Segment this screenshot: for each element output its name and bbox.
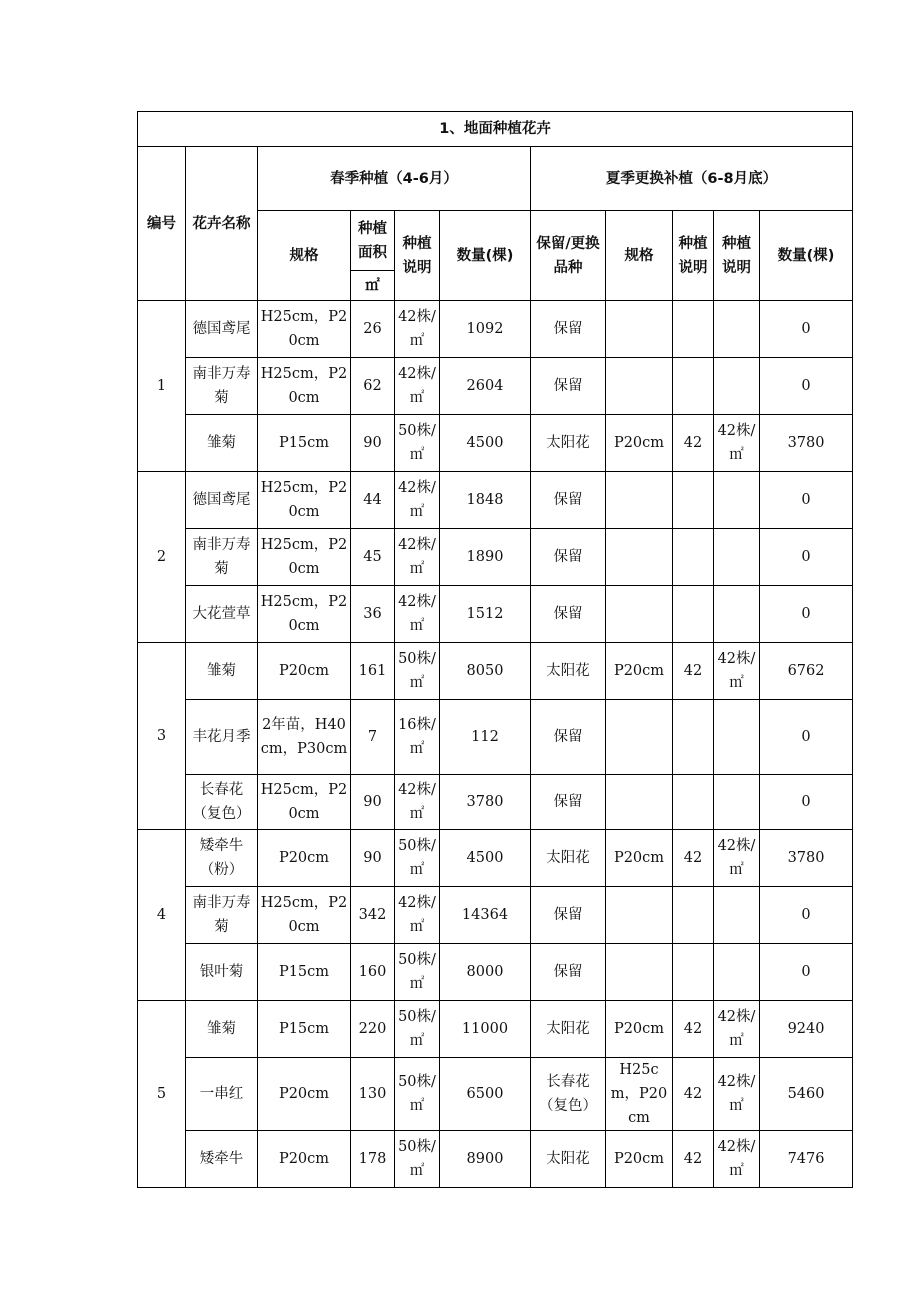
cell-name: 一串红 <box>186 1058 258 1131</box>
cell-note: 42株/㎡ <box>395 529 440 586</box>
cell-spec: P15cm <box>258 1001 351 1058</box>
cell-note2a <box>673 529 714 586</box>
cell-area: 178 <box>351 1131 395 1188</box>
cell-qty2: 3780 <box>760 415 853 472</box>
cell-keep: 太阳花 <box>531 830 606 887</box>
cell-qty: 1848 <box>440 472 531 529</box>
group-id: 5 <box>138 1001 186 1188</box>
cell-spec: H25cm，P20cm <box>258 358 351 415</box>
cell-qty: 3780 <box>440 775 531 830</box>
cell-area: 342 <box>351 887 395 944</box>
cell-area: 7 <box>351 700 395 775</box>
cell-area: 220 <box>351 1001 395 1058</box>
header-name: 花卉名称 <box>186 147 258 301</box>
cell-note2a <box>673 586 714 643</box>
cell-area: 161 <box>351 643 395 700</box>
header-qty: 数量(棵) <box>440 211 531 301</box>
cell-spec2 <box>606 700 673 775</box>
cell-note2a <box>673 887 714 944</box>
cell-note2b <box>714 529 760 586</box>
cell-area: 130 <box>351 1058 395 1131</box>
cell-note: 50株/㎡ <box>395 415 440 472</box>
cell-keep: 保留 <box>531 472 606 529</box>
cell-keep: 保留 <box>531 887 606 944</box>
cell-qty2: 0 <box>760 775 853 830</box>
cell-area: 62 <box>351 358 395 415</box>
cell-qty: 4500 <box>440 830 531 887</box>
cell-note2a <box>673 358 714 415</box>
header-spec: 规格 <box>258 211 351 301</box>
cell-qty2: 7476 <box>760 1131 853 1188</box>
cell-qty2: 0 <box>760 944 853 1001</box>
header-note: 种植说明 <box>395 211 440 301</box>
cell-spec2: P20cm <box>606 643 673 700</box>
cell-note2a <box>673 775 714 830</box>
table-row <box>138 586 853 643</box>
cell-spec2 <box>606 775 673 830</box>
cell-qty2: 6762 <box>760 643 853 700</box>
header-spec2: 规格 <box>606 211 673 301</box>
cell-qty: 112 <box>440 700 531 775</box>
header-spring: 春季种植（4-6月） <box>258 147 531 211</box>
table-row <box>138 643 853 700</box>
cell-keep: 太阳花 <box>531 1001 606 1058</box>
cell-note2b <box>714 775 760 830</box>
cell-note2b <box>714 586 760 643</box>
cell-qty2: 0 <box>760 586 853 643</box>
cell-spec: H25cm，P20cm <box>258 775 351 830</box>
table-row <box>138 1001 853 1058</box>
cell-note2a: 42 <box>673 1058 714 1131</box>
cell-spec: 2年苗，H40cm，P30cm <box>258 700 351 775</box>
cell-name: 矮牵牛 <box>186 1131 258 1188</box>
cell-note: 50株/㎡ <box>395 1001 440 1058</box>
cell-note2a <box>673 472 714 529</box>
cell-qty2: 0 <box>760 887 853 944</box>
cell-spec: H25cm，P20cm <box>258 887 351 944</box>
cell-name: 南非万寿菊 <box>186 529 258 586</box>
cell-name: 银叶菊 <box>186 944 258 1001</box>
cell-spec2 <box>606 301 673 358</box>
cell-name: 大花萱草 <box>186 586 258 643</box>
cell-spec2: P20cm <box>606 1131 673 1188</box>
table-row <box>138 415 853 472</box>
cell-spec: H25cm，P20cm <box>258 529 351 586</box>
table-row <box>138 1131 853 1188</box>
cell-name: 丰花月季 <box>186 700 258 775</box>
cell-note2a: 42 <box>673 830 714 887</box>
cell-spec2 <box>606 529 673 586</box>
cell-spec2 <box>606 887 673 944</box>
header-keep: 保留/更换品种 <box>531 211 606 301</box>
cell-note2b: 42株/㎡ <box>714 1131 760 1188</box>
cell-name: 德国鸢尾 <box>186 472 258 529</box>
cell-spec: P15cm <box>258 944 351 1001</box>
cell-spec: P15cm <box>258 415 351 472</box>
cell-note2b <box>714 944 760 1001</box>
cell-spec: P20cm <box>258 830 351 887</box>
cell-note: 16株/㎡ <box>395 700 440 775</box>
cell-note2b: 42株/㎡ <box>714 1001 760 1058</box>
cell-note: 50株/㎡ <box>395 944 440 1001</box>
table-row <box>138 301 853 358</box>
cell-qty2: 0 <box>760 529 853 586</box>
cell-keep: 保留 <box>531 700 606 775</box>
cell-qty: 8000 <box>440 944 531 1001</box>
cell-keep: 太阳花 <box>531 643 606 700</box>
cell-area: 45 <box>351 529 395 586</box>
cell-note2a <box>673 301 714 358</box>
table-row <box>138 529 853 586</box>
cell-keep: 保留 <box>531 586 606 643</box>
cell-spec: H25cm，P20cm <box>258 586 351 643</box>
cell-note2b: 42株/㎡ <box>714 643 760 700</box>
cell-note2a <box>673 944 714 1001</box>
cell-qty2: 0 <box>760 358 853 415</box>
cell-area: 90 <box>351 830 395 887</box>
cell-spec2 <box>606 586 673 643</box>
cell-spec: H25cm，P20cm <box>258 301 351 358</box>
group-id: 4 <box>138 830 186 1001</box>
cell-area: 26 <box>351 301 395 358</box>
header-id: 编号 <box>138 147 186 301</box>
cell-spec: P20cm <box>258 1058 351 1131</box>
cell-spec: H25cm，P20cm <box>258 472 351 529</box>
cell-name: 矮牵牛（粉） <box>186 830 258 887</box>
cell-area: 90 <box>351 415 395 472</box>
cell-keep: 太阳花 <box>531 415 606 472</box>
cell-qty: 1512 <box>440 586 531 643</box>
cell-keep: 保留 <box>531 301 606 358</box>
header-qty2: 数量(棵) <box>760 211 853 301</box>
cell-note2b <box>714 887 760 944</box>
cell-qty: 2604 <box>440 358 531 415</box>
cell-spec2 <box>606 472 673 529</box>
cell-note2b <box>714 301 760 358</box>
table-row <box>138 700 853 775</box>
table-title: 1、地面种植花卉 <box>138 112 853 147</box>
cell-qty: 6500 <box>440 1058 531 1131</box>
cell-keep: 太阳花 <box>531 1131 606 1188</box>
cell-note: 42株/㎡ <box>395 887 440 944</box>
cell-note2b <box>714 358 760 415</box>
cell-note2a: 42 <box>673 1001 714 1058</box>
cell-spec2: P20cm <box>606 830 673 887</box>
cell-qty: 8050 <box>440 643 531 700</box>
cell-qty2: 0 <box>760 700 853 775</box>
cell-keep: 保留 <box>531 775 606 830</box>
cell-spec: P20cm <box>258 643 351 700</box>
cell-qty2: 9240 <box>760 1001 853 1058</box>
cell-spec2 <box>606 944 673 1001</box>
cell-note: 50株/㎡ <box>395 830 440 887</box>
section-header-row <box>138 147 853 211</box>
cell-note2a: 42 <box>673 415 714 472</box>
cell-name: 南非万寿菊 <box>186 887 258 944</box>
cell-note: 50株/㎡ <box>395 1131 440 1188</box>
cell-note: 42株/㎡ <box>395 358 440 415</box>
cell-spec: P20cm <box>258 1131 351 1188</box>
cell-name: 雏菊 <box>186 415 258 472</box>
group-id: 2 <box>138 472 186 643</box>
table-row <box>138 944 853 1001</box>
cell-note: 50株/㎡ <box>395 1058 440 1131</box>
cell-qty2: 0 <box>760 301 853 358</box>
cell-qty: 8900 <box>440 1131 531 1188</box>
cell-qty2: 3780 <box>760 830 853 887</box>
cell-keep: 保留 <box>531 529 606 586</box>
cell-note2b: 42株/㎡ <box>714 830 760 887</box>
cell-note: 42株/㎡ <box>395 586 440 643</box>
cell-note: 50株/㎡ <box>395 643 440 700</box>
cell-area: 90 <box>351 775 395 830</box>
table-row <box>138 887 853 944</box>
cell-note2a: 42 <box>673 1131 714 1188</box>
cell-name: 雏菊 <box>186 643 258 700</box>
title-row <box>138 112 853 147</box>
cell-note: 42株/㎡ <box>395 775 440 830</box>
cell-note: 42株/㎡ <box>395 301 440 358</box>
group-id: 3 <box>138 643 186 830</box>
header-area: 种植面积 <box>351 211 395 271</box>
table-row <box>138 830 853 887</box>
cell-note2b <box>714 472 760 529</box>
cell-qty: 1092 <box>440 301 531 358</box>
planting-table <box>137 111 853 1188</box>
cell-keep: 长春花（复色） <box>531 1058 606 1131</box>
cell-note2b: 42株/㎡ <box>714 1058 760 1131</box>
cell-qty: 4500 <box>440 415 531 472</box>
cell-area: 44 <box>351 472 395 529</box>
cell-keep: 保留 <box>531 358 606 415</box>
table-row <box>138 358 853 415</box>
cell-area: 160 <box>351 944 395 1001</box>
cell-qty2: 0 <box>760 472 853 529</box>
cell-keep: 保留 <box>531 944 606 1001</box>
cell-note2a <box>673 700 714 775</box>
table-row <box>138 1058 853 1131</box>
cell-note2b: 42株/㎡ <box>714 415 760 472</box>
cell-qty: 1890 <box>440 529 531 586</box>
header-summer: 夏季更换补植（6-8月底） <box>531 147 853 211</box>
cell-qty: 14364 <box>440 887 531 944</box>
cell-name: 长春花（复色） <box>186 775 258 830</box>
cell-qty: 11000 <box>440 1001 531 1058</box>
cell-note2b <box>714 700 760 775</box>
cell-note2a: 42 <box>673 643 714 700</box>
header-note2b: 种植说明 <box>714 211 760 301</box>
cell-spec2: P20cm <box>606 415 673 472</box>
cell-spec2 <box>606 358 673 415</box>
table-row <box>138 775 853 830</box>
cell-name: 雏菊 <box>186 1001 258 1058</box>
cell-spec2: H25cm，P20cm <box>606 1058 673 1131</box>
cell-name: 南非万寿菊 <box>186 358 258 415</box>
group-id: 1 <box>138 301 186 472</box>
cell-name: 德国鸢尾 <box>186 301 258 358</box>
table-row <box>138 472 853 529</box>
cell-area: 36 <box>351 586 395 643</box>
cell-spec2: P20cm <box>606 1001 673 1058</box>
header-note2a: 种植说明 <box>673 211 714 301</box>
area-unit: ㎡ <box>351 271 395 301</box>
cell-qty2: 5460 <box>760 1058 853 1131</box>
cell-note: 42株/㎡ <box>395 472 440 529</box>
